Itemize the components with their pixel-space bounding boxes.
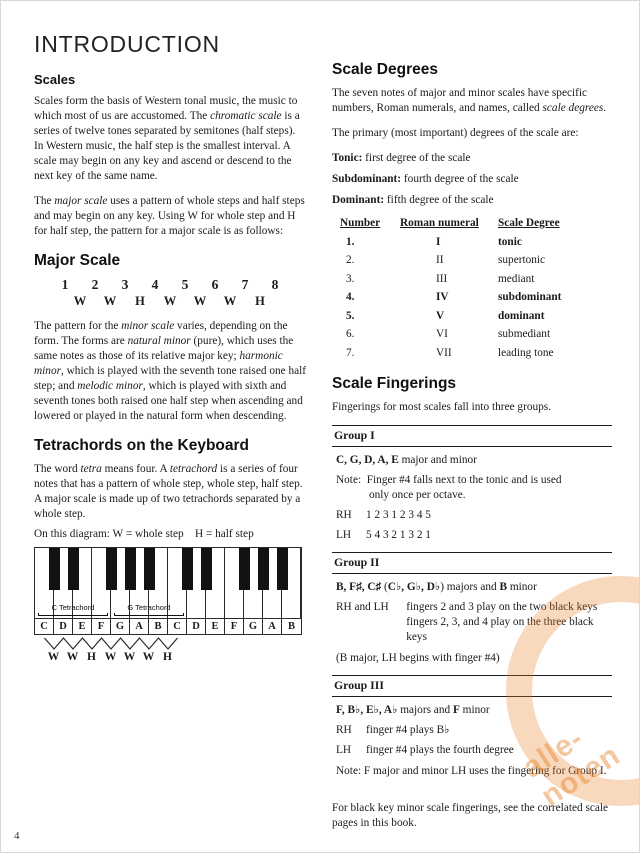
table-row [340,344,612,363]
table-row [340,288,612,307]
black-key [182,548,193,590]
note-label: F [225,619,244,634]
black-key [49,548,60,590]
keyboard-keys [35,548,301,618]
group-keys: B, F♯, C♯ (C♭, G♭, D♭) majors and B minor [336,581,537,594]
page-title: INTRODUCTION [34,31,220,57]
degree-number: 7 [241,277,249,293]
black-key [106,548,117,590]
group-note: (B major, LH begins with finger #4) [336,652,500,665]
rh-fingering-row [336,508,612,523]
heading-scale-fingerings: Scale Fingerings [332,375,457,393]
group-note-line-1: Note: Finger #4 falls next to the tonic and is used [336,474,562,487]
note-label: B [149,619,168,634]
cell-name: mediant [498,272,535,285]
rh-fingering: finger #4 plays B♭ [366,724,450,737]
table-row [340,307,612,326]
black-key [125,548,136,590]
tonic-definition: Tonic: first degree of the scale [332,152,471,165]
c-tetrachord-text: C Tetrachord [51,603,95,613]
note-label: A [263,619,282,634]
group-title: Group II [334,555,380,570]
lh-fingering-row [336,743,612,758]
step-zigzag [34,636,194,651]
cell-number: 6. [346,328,355,341]
black-key [144,548,155,590]
dominant-definition: Dominant: fifth degree of the scale [332,194,494,207]
table-row [340,233,612,252]
diagram-key-note: On this diagram: W = whole step H = half step [34,528,254,541]
fingering-line-2: fingers 2, 3, and 4 play on the three black keys [406,616,594,644]
cell-number: 5. [346,309,355,322]
scale-degrees-table [340,214,612,362]
page-content [34,31,612,831]
degree-number: 6 [211,277,219,293]
left-column [34,31,306,831]
table-row [340,251,612,270]
step-letter: W [66,651,79,664]
cell-name: supertonic [498,254,546,267]
fingerings-intro: Fingerings for most scales fall into three groups. [332,401,551,414]
column-header-number: Number [340,217,381,230]
lh-fingering: 5 4 3 2 1 3 2 1 [366,529,431,542]
cell-numeral: IV [436,291,449,304]
step-letter: H [87,651,96,664]
black-key [258,548,269,590]
cell-name: tonic [498,235,522,248]
rh-fingering-row [336,723,612,738]
degree-number: 4 [151,277,159,293]
note-label: F [92,619,111,634]
cell-number: 4. [346,291,355,304]
cell-numeral: III [436,272,448,285]
black-key [239,548,250,590]
note-label: E [73,619,92,634]
page-number: 4 [14,830,20,842]
scale-degrees-paragraph: The seven notes of major and minor scales have specific numbers, Roman numerals, and names, called scale degrees. [332,87,607,115]
cell-number: 3. [346,272,355,285]
step-letter: H [163,651,172,664]
c-tetrachord-label [38,603,108,616]
black-key [277,548,288,590]
fingering-group-1 [332,425,612,552]
cell-number: 2. [346,254,355,267]
rh-lh-label: RH and LH [336,601,389,614]
heading-tetrachords: Tetrachords on the Keyboard [34,437,250,455]
step-letter: W [47,651,60,664]
scales-paragraph-2: The major scale uses a pattern of whole steps and half steps and may begin on any key. Using W for whole step and H for half step, the pattern for a major scale is as follows: [34,195,305,238]
cell-number: 7. [346,346,355,359]
degree-number: 1 [61,277,69,293]
note-label: C [168,619,187,634]
note-label: C [35,619,54,634]
g-tetrachord-label [114,603,184,616]
table-row [340,270,612,289]
fingering-line-1: fingers 2 and 3 play on the two black keys [406,601,598,614]
group-keys: C, G, D, A, E major and minor [336,454,477,467]
primary-degrees-intro: The primary (most important) degrees of the scale are: [332,127,579,140]
group-body [332,447,612,552]
step-letter: W [223,294,237,309]
keyboard-step-letters [44,651,306,663]
rh-label: RH [336,724,352,737]
black-key-footnote: For black key minor scale fingerings, see the correlated scale pages in this book. [332,802,609,830]
lh-fingering: finger #4 plays the fourth degree [366,744,514,757]
scales-paragraph-1: Scales form the basis of Western tonal music, the music to which most of us are accustomed. The chromatic scale is a series of twelve tones separated by semitones (half steps). In Western music, the half step is the smallest interval. A scale may begin on any key and ascend or descend to the next key of the same name. [34,95,300,183]
cell-name: submediant [498,328,551,341]
cell-numeral: II [436,254,444,267]
fingering-group-2 [332,552,612,675]
heading-scales: Scales [34,72,76,87]
degree-number: 5 [181,277,189,293]
step-letter: W [73,294,87,309]
keyboard-diagram [34,547,302,635]
note-label: G [244,619,263,634]
black-key [201,548,212,590]
fingering-description [406,600,612,645]
note-label: E [206,619,225,634]
step-letter: H [135,294,145,309]
group-title: Group III [334,678,384,693]
table-header-row [340,214,612,233]
keyboard-note-labels [35,618,301,634]
rh-fingering: 1 2 3 1 2 3 4 5 [366,509,431,522]
step-letter: W [123,651,136,664]
right-column [332,31,612,831]
major-scale-pattern [50,277,306,309]
table-row [340,325,612,344]
heading-major-scale: Major Scale [34,252,121,270]
cell-numeral: V [436,309,445,322]
group-note: Note: F major and minor LH uses the fingering for Group I. [336,765,607,778]
cell-numeral: I [436,235,441,248]
cell-name: subdominant [498,291,562,304]
subdominant-definition: Subdominant: fourth degree of the scale [332,173,519,186]
lh-label: LH [336,744,352,757]
scale-step-letters [65,294,306,309]
heading-scale-degrees: Scale Degrees [332,61,438,78]
note-label: D [54,619,73,634]
cell-name: dominant [498,309,545,322]
group-keys: F, B♭, E♭, A♭ majors and F minor [336,704,490,717]
g-tetrachord-text: G Tetrachord [127,603,171,613]
group-title: Group I [334,428,375,443]
minor-scale-paragraph: The pattern for the minor scale varies, depending on the form. The forms are natural minor (pure), which uses the same notes as those of its relative major key; harmonic minor, which is played with the seventh tone raised one half step; and melodic minor, which is played with sixth and seventh tones both raised one half step when ascending and lowered or played in the natural form when descending. [34,320,307,423]
lh-label: LH [336,529,352,542]
cell-number: 1. [346,235,355,248]
rh-label: RH [336,509,352,522]
note-label: G [111,619,130,634]
tetrachords-paragraph: The word tetra means four. A tetrachord is a series of four notes that has a pattern of whole step, whole step, half step. A major scale is made up of two tetrachords separated by a whole step. [34,463,303,521]
tetrachord-bracket [114,613,184,616]
fingering-group-3 [332,675,612,788]
step-letter: W [142,651,155,664]
step-letter: H [255,294,265,309]
cell-name: leading tone [498,346,554,359]
cell-numeral: VI [436,328,448,341]
group-body [332,574,612,675]
step-letter: W [193,294,207,309]
column-header-scale-degree: Scale Degree [498,217,560,230]
degree-number: 3 [121,277,129,293]
note-label: D [187,619,206,634]
column-header-roman-numeral: Roman numeral [400,217,479,230]
watermark-text: alle-noten [517,721,627,814]
black-key [68,548,79,590]
rh-lh-fingering-row [336,600,612,645]
step-letter: W [103,294,117,309]
group-note-line-2: only once per octave. [369,489,466,502]
tetrachord-bracket [38,613,108,616]
step-letter: W [163,294,177,309]
scale-degree-numbers [50,277,306,293]
step-letter: W [104,651,117,664]
note-label: B [287,621,295,633]
note-label: A [130,619,149,634]
lh-fingering-row [336,528,612,543]
group-body [332,697,612,788]
degree-number: 8 [271,277,279,293]
degree-number: 2 [91,277,99,293]
cell-numeral: VII [436,346,452,359]
